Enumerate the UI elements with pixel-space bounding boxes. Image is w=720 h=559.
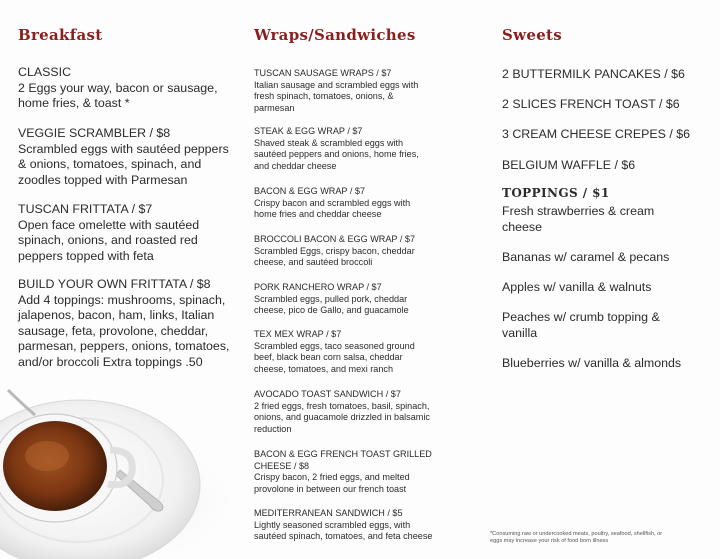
breakfast-item-line: Open face omelette with sautéed xyxy=(18,217,200,232)
wrap-item-line: onions, and guacamole drizzled in balsamic xyxy=(254,412,430,423)
topping-item-title: Peaches w/ crumb topping & xyxy=(502,310,660,324)
topping-item xyxy=(502,250,669,266)
breakfast-item xyxy=(18,126,240,188)
wrap-item-line: cheese, pico de Gallo, and guacamole xyxy=(254,305,409,316)
wrap-item-line: reduction xyxy=(254,423,292,434)
wrap-item-title: AVOCADO TOAST SANDWICH / $7 xyxy=(254,389,401,399)
breakfast-item xyxy=(18,202,240,264)
breakfast-item-line: 2 Eggs your way, bacon or sausage, xyxy=(18,80,218,95)
breakfast-item xyxy=(18,277,240,371)
topping-item xyxy=(502,356,681,372)
wrap-item-title: TEX MEX WRAP / $7 xyxy=(254,329,342,339)
breakfast-item-line: peppers topped with feta xyxy=(18,248,154,263)
wrap-item-line: Scrambled Eggs, crispy bacon, cheddar xyxy=(254,245,415,256)
breakfast-item-title: CLASSIC xyxy=(18,65,72,79)
breakfast-item-line: and/or broccoli Extra toppings .50 xyxy=(18,354,203,369)
wrap-item-line: fresh spinach, tomatoes, onions, & xyxy=(254,91,394,102)
wrap-item-title: TUSCAN SAUSAGE WRAPS / $7 xyxy=(254,68,392,78)
wraps-heading: Wraps/Sandwiches xyxy=(254,26,416,44)
topping-item-title: Bananas w/ caramel & pecans xyxy=(502,250,670,264)
topping-item-line: cheese xyxy=(502,219,542,234)
wrap-item xyxy=(254,329,466,375)
disclaimer-line: *Consuming raw or undercooked meats, poultry, seafood, shellfish, or xyxy=(490,531,663,537)
wrap-item-title: BACON & EGG FRENCH TOAST GRILLED xyxy=(254,449,432,459)
wrap-item xyxy=(254,186,466,221)
sweets-item: BELGIUM WAFFLE / $6 xyxy=(502,158,636,172)
wrap-item-title: BACON & EGG WRAP / $7 xyxy=(254,186,366,196)
breakfast-item-line: home fries, & toast * xyxy=(18,96,130,111)
wrap-item-line: cheese, tomatoes, and mexi ranch xyxy=(254,363,394,374)
wrap-item-line: 2 fried eggs, fresh tomatoes, basil, spinach, xyxy=(254,400,430,411)
toppings-heading: TOPPINGS / $1 xyxy=(502,186,610,200)
topping-item-line: vanilla xyxy=(502,325,538,340)
wrap-item-line: Scrambled eggs, taco seasoned ground xyxy=(254,340,415,351)
wrap-item-title: STEAK & EGG WRAP / $7 xyxy=(254,126,363,136)
allergy-disclaimer xyxy=(490,531,710,545)
wrap-item-line: cheese, and sautéed broccoli xyxy=(254,257,373,268)
topping-item xyxy=(502,204,654,235)
breakfast-heading: Breakfast xyxy=(18,26,103,44)
wrap-item-line: Scrambled eggs, pulled pork, cheddar xyxy=(254,293,408,304)
wrap-item-line: home fries and cheddar cheese xyxy=(254,209,382,220)
wrap-item-title: MEDITERRANEAN SANDWICH / $5 xyxy=(254,508,403,518)
wrap-item-line: and cheddar cheese xyxy=(254,160,337,171)
topping-item-title: Apples w/ vanilla & walnuts xyxy=(502,280,652,294)
disclaimer-line: eggs may increase your risk of food born illness xyxy=(490,538,609,544)
wrap-item xyxy=(254,508,466,543)
wrap-item-line: beef, black bean corn salsa, cheddar xyxy=(254,352,403,363)
espresso-cup-image xyxy=(0,380,250,559)
breakfast-item-line: parmesan, peppers, onions, tomatoes, xyxy=(18,339,230,354)
breakfast-item-title: TUSCAN FRITTATA / $7 xyxy=(18,202,153,216)
topping-item xyxy=(502,280,651,296)
sweets-item: 3 CREAM CHEESE CREPES / $6 xyxy=(502,127,690,141)
sweets-item: 2 SLICES FRENCH TOAST / $6 xyxy=(502,97,680,111)
breakfast-item-line: spinach, onions, and roasted red xyxy=(18,233,198,248)
breakfast-item-title: BUILD YOUR OWN FRITTATA / $8 xyxy=(18,277,211,291)
wrap-item xyxy=(254,126,466,172)
topping-item-title: Fresh strawberries & cream xyxy=(502,204,655,218)
breakfast-item-line: Scrambled eggs with sautéed peppers xyxy=(18,141,229,156)
breakfast-item-line: & onions, tomatoes, spinach, and xyxy=(18,157,202,172)
wrap-item-line: parmesan xyxy=(254,102,295,113)
wrap-item-line: Lightly seasoned scrambled eggs, with xyxy=(254,519,411,530)
breakfast-item-title: VEGGIE SCRAMBLER / $8 xyxy=(18,126,171,140)
breakfast-item-line: jalapenos, bacon, ham, links, Italian xyxy=(18,308,215,323)
wrap-item xyxy=(254,282,466,317)
wrap-item-line: Crispy bacon and scrambled eggs with xyxy=(254,197,411,208)
wrap-item-line: sautéed spinach, tomatoes, and feta cheese xyxy=(254,531,433,542)
sweets-heading: Sweets xyxy=(502,26,563,44)
topping-item-title: Blueberries w/ vanilla & almonds xyxy=(502,356,682,370)
wrap-item-line: Italian sausage and scrambled eggs with xyxy=(254,79,419,90)
wrap-item xyxy=(254,449,466,495)
wrap-item xyxy=(254,389,466,435)
wrap-item-line: provolone in between our french toast xyxy=(254,483,407,494)
wrap-item-line: Shaved steak & scrambled eggs with xyxy=(254,137,404,148)
wrap-item-line: sautéed peppers and onions, home fries, xyxy=(254,149,419,160)
wrap-item-title: BROCCOLI BACON & EGG WRAP / $7 xyxy=(254,234,416,244)
sweets-item: 2 BUTTERMILK PANCAKES / $6 xyxy=(502,67,685,81)
breakfast-item-line: sausage, feta, provolone, cheddar, xyxy=(18,323,209,338)
breakfast-item-line: Add 4 toppings: mushrooms, spinach, xyxy=(18,292,226,307)
breakfast-item-line: zoodles topped with Parmesan xyxy=(18,172,188,187)
wrap-item xyxy=(254,68,466,114)
topping-item xyxy=(502,310,660,341)
wrap-item-line: Crispy bacon, 2 fried eggs, and melted xyxy=(254,472,410,483)
breakfast-item xyxy=(18,65,240,112)
wrap-item-line: CHEESE / $8 xyxy=(254,460,310,471)
wrap-item xyxy=(254,234,466,269)
wrap-item-title: PORK RANCHERO WRAP / $7 xyxy=(254,282,382,292)
